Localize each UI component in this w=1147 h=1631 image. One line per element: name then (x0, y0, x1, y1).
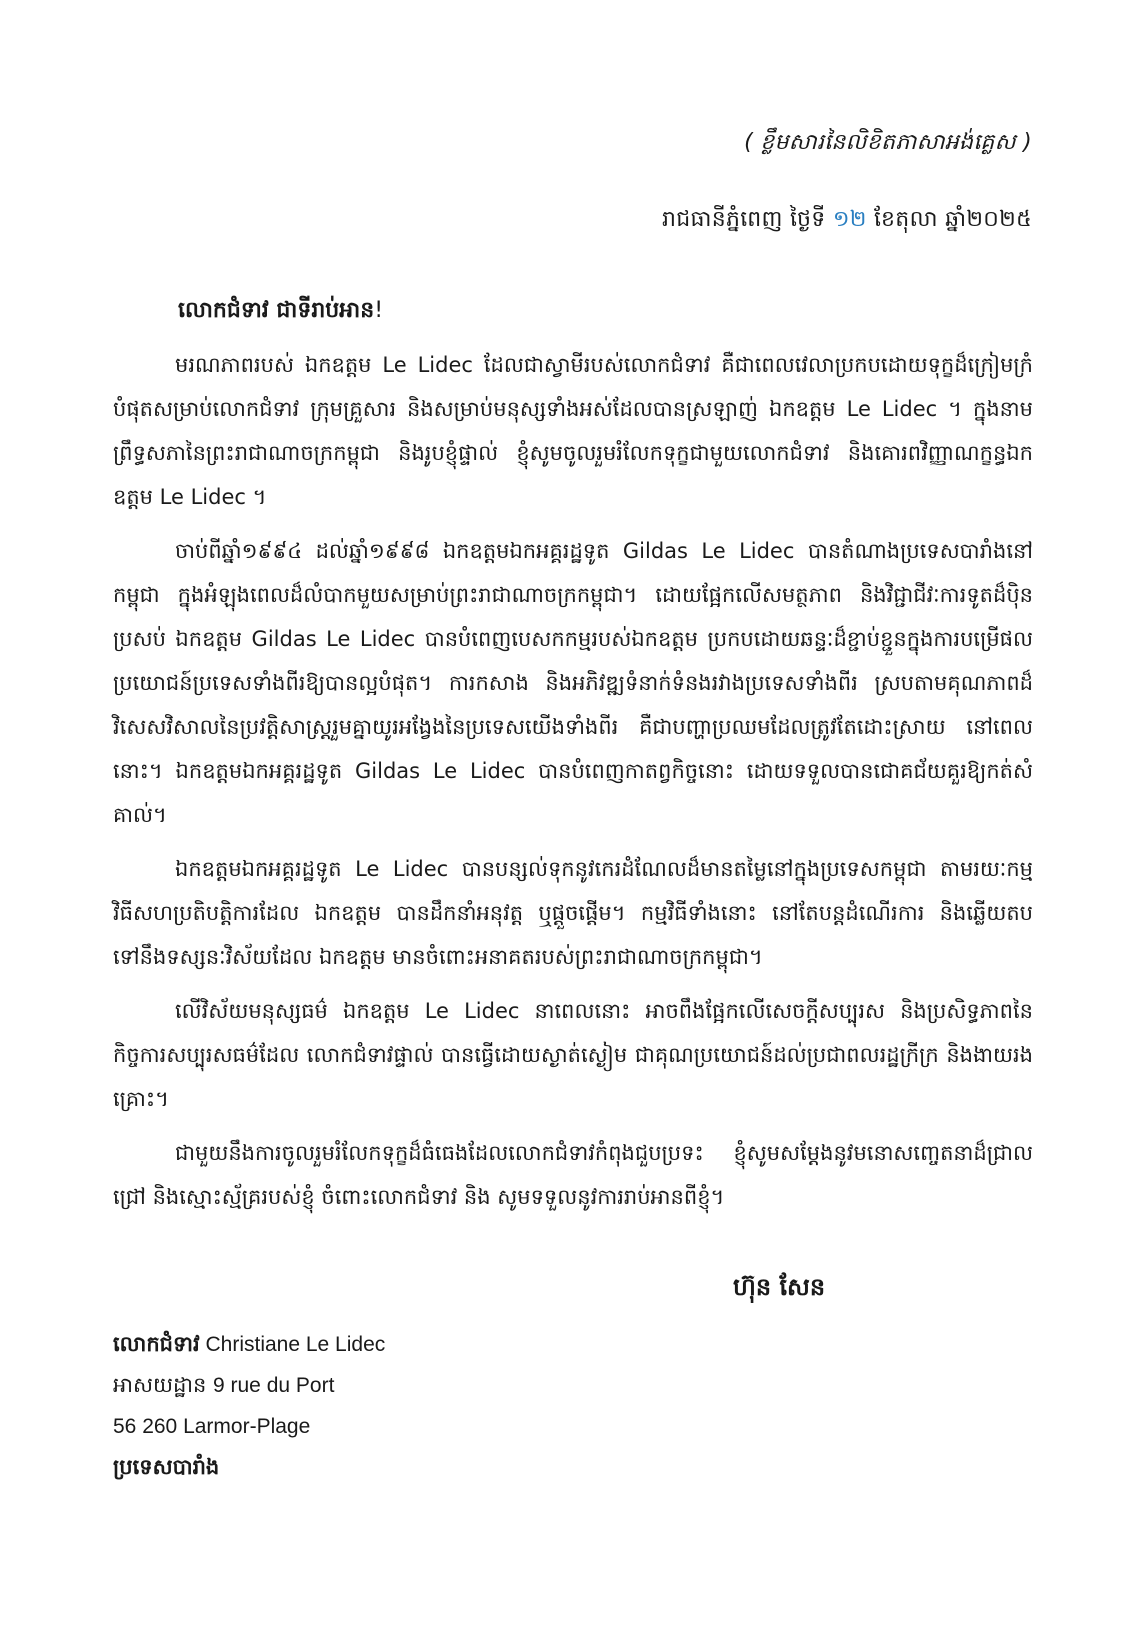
address-label: អាសយដ្ឋាន (113, 1373, 213, 1397)
salutation-mark: ! (374, 298, 384, 323)
recipient-name: Christiane Le Lidec (199, 1333, 386, 1356)
address-street: 9 rue du Port (213, 1374, 335, 1397)
postal-city: 56 260 Larmor-Plage (113, 1415, 311, 1438)
body-paragraph: ឯកឧត្តមឯកអគ្គរដ្ឋទូត Le Lidec បានបន្សល់ទុកនូវកេរដំណែលដ៏មានតម្លៃនៅក្នុងប្រទេសកម្ពុជា តាមរយៈកម្មវិធីសហប្រតិបត្តិការដែល ឯកឧត្តម បានដឹកនាំអនុវត្ត ឬផ្តួចផ្តើម។ កម្មវិធីទាំងនោះ នៅតែបន្តដំណើរការ និងឆ្លើយតបទៅនឹងទស្សនៈវិស័យដែល ឯកឧត្តម មានចំពោះអនាគតរបស់ព្រះរាជាណាចក្រកម្ពុជា។ (113, 857, 1033, 969)
recipient-address (113, 1324, 385, 1488)
recipient-line (113, 1324, 385, 1365)
address-line (113, 1365, 385, 1406)
salutation (178, 296, 383, 328)
date-line (662, 205, 1032, 237)
letter-body (113, 343, 1033, 1229)
date-prefix: រាជធានីភ្នំពេញ ថ្ងៃទី (661, 207, 833, 232)
recipient-country: ប្រទេសបារាំង (113, 1455, 220, 1479)
recipient-title: លោកជំទាវ (113, 1332, 200, 1356)
date-suffix: ខែតុលា ឆ្នាំ២០២៥ (866, 207, 1032, 232)
translation-note: ( ខ្លឹមសារនៃលិខិតភាសាអង់គ្លេស ) (744, 130, 1032, 155)
body-paragraph: មរណភាពរបស់ ឯកឧត្តម Le Lidec ដែលជាស្វាមីរបស់លោកជំទាវ គឺជាពេលវេលាប្រកបដោយទុក្ខដ៏ក្រៀមក្រំបំផុតសម្រាប់លោកជំទាវ ក្រុមគ្រួសារ និងសម្រាប់មនុស្សទាំងអស់ដែលបានស្រឡាញ់ ឯកឧត្តម Le Lidec ។ ក្នុងនាមព្រឹទ្ធសភានៃព្រះរាជាណាចក្រកម្ពុជា និងរូបខ្ញុំផ្ទាល់ ខ្ញុំសូមចូលរួមរំលែកទុក្ខជាមួយលោកជំទាវ និងគោរពវិញ្ញាណក្ខន្ធឯកឧត្តម Le Lidec ។ (113, 353, 1033, 509)
salutation-text: លោកជំទាវ ជាទីរាប់អាន (178, 298, 375, 323)
body-paragraph: លើវិស័យមនុស្សធម៌ ឯកឧត្តម Le Lidec នាពេលនោះ អាចពឹងផ្អែកលើសេចក្តីសប្បុរស និងប្រសិទ្ធភាពនៃកិច្ចការសប្បុរសធម៌ដែល លោកជំទាវផ្ទាល់ បានធ្វើដោយស្ងាត់ស្ងៀម ជាគុណប្រយោជន៍ដល់ប្រជាពលរដ្ឋក្រីក្រ និងងាយរងគ្រោះ។ (113, 999, 1033, 1111)
body-paragraph: ចាប់ពីឆ្នាំ១៩៩៤ ដល់ឆ្នាំ១៩៩៨ ឯកឧត្តមឯកអគ្គរដ្ឋទូត Gildas Le Lidec បានតំណាងប្រទេសបារាំងនៅកម្ពុជា ក្នុងអំឡុងពេលដ៏លំបាកមួយសម្រាប់ព្រះរាជាណាចក្រកម្ពុជា។ ដោយផ្អែកលើសមត្ថភាព និងវិជ្ជាជីវៈការទូតដ៏ប៉ិនប្រសប់ ឯកឧត្តម Gildas Le Lidec បានបំពេញបេសកកម្មរបស់ឯកឧត្តម ប្រកបដោយឆន្ទៈដ៏ខ្ជាប់ខ្ជួនក្នុងការបម្រើផលប្រយោជន៍ប្រទេសទាំងពីរឱ្យបានល្អបំផុត។ ការកសាង និងអភិវឌ្ឍទំនាក់ទំនងរវាងប្រទេសទាំងពីរ ស្របតាមគុណភាពដ៏វិសេសវិសាលនៃប្រវត្តិសាស្ត្ររួមគ្នាយូរអង្វែងនៃប្រទេសយើងទាំងពីរ គឺជាបញ្ហាប្រឈមដែលត្រូវតែដោះស្រាយ នៅពេលនោះ។ ឯកឧត្តមឯកអគ្គរដ្ឋទូត Gildas Le Lidec បានបំពេញកាតព្វកិច្ចនោះ ដោយទទួលបានជោគជ័យគួរឱ្យកត់សំគាល់។ (113, 539, 1033, 827)
date-day: ១២ (832, 207, 867, 232)
body-paragraph: ជាមួយនឹងការចូលរួមរំលែកទុក្ខដ៏ធំធេងដែលលោកជំទាវកំពុងជួបប្រទះ ខ្ញុំសូមសម្តែងនូវមនោសញ្ចេតនាដ៏ជ្រាលជ្រៅ និងស្មោះស្ម័គ្ររបស់ខ្ញុំ ចំពោះលោកជំទាវ និង សូមទទួលនូវការរាប់អានពីខ្ញុំ។ (113, 1141, 1033, 1209)
signature-name: ហ៊ុន សែន (733, 1273, 826, 1301)
